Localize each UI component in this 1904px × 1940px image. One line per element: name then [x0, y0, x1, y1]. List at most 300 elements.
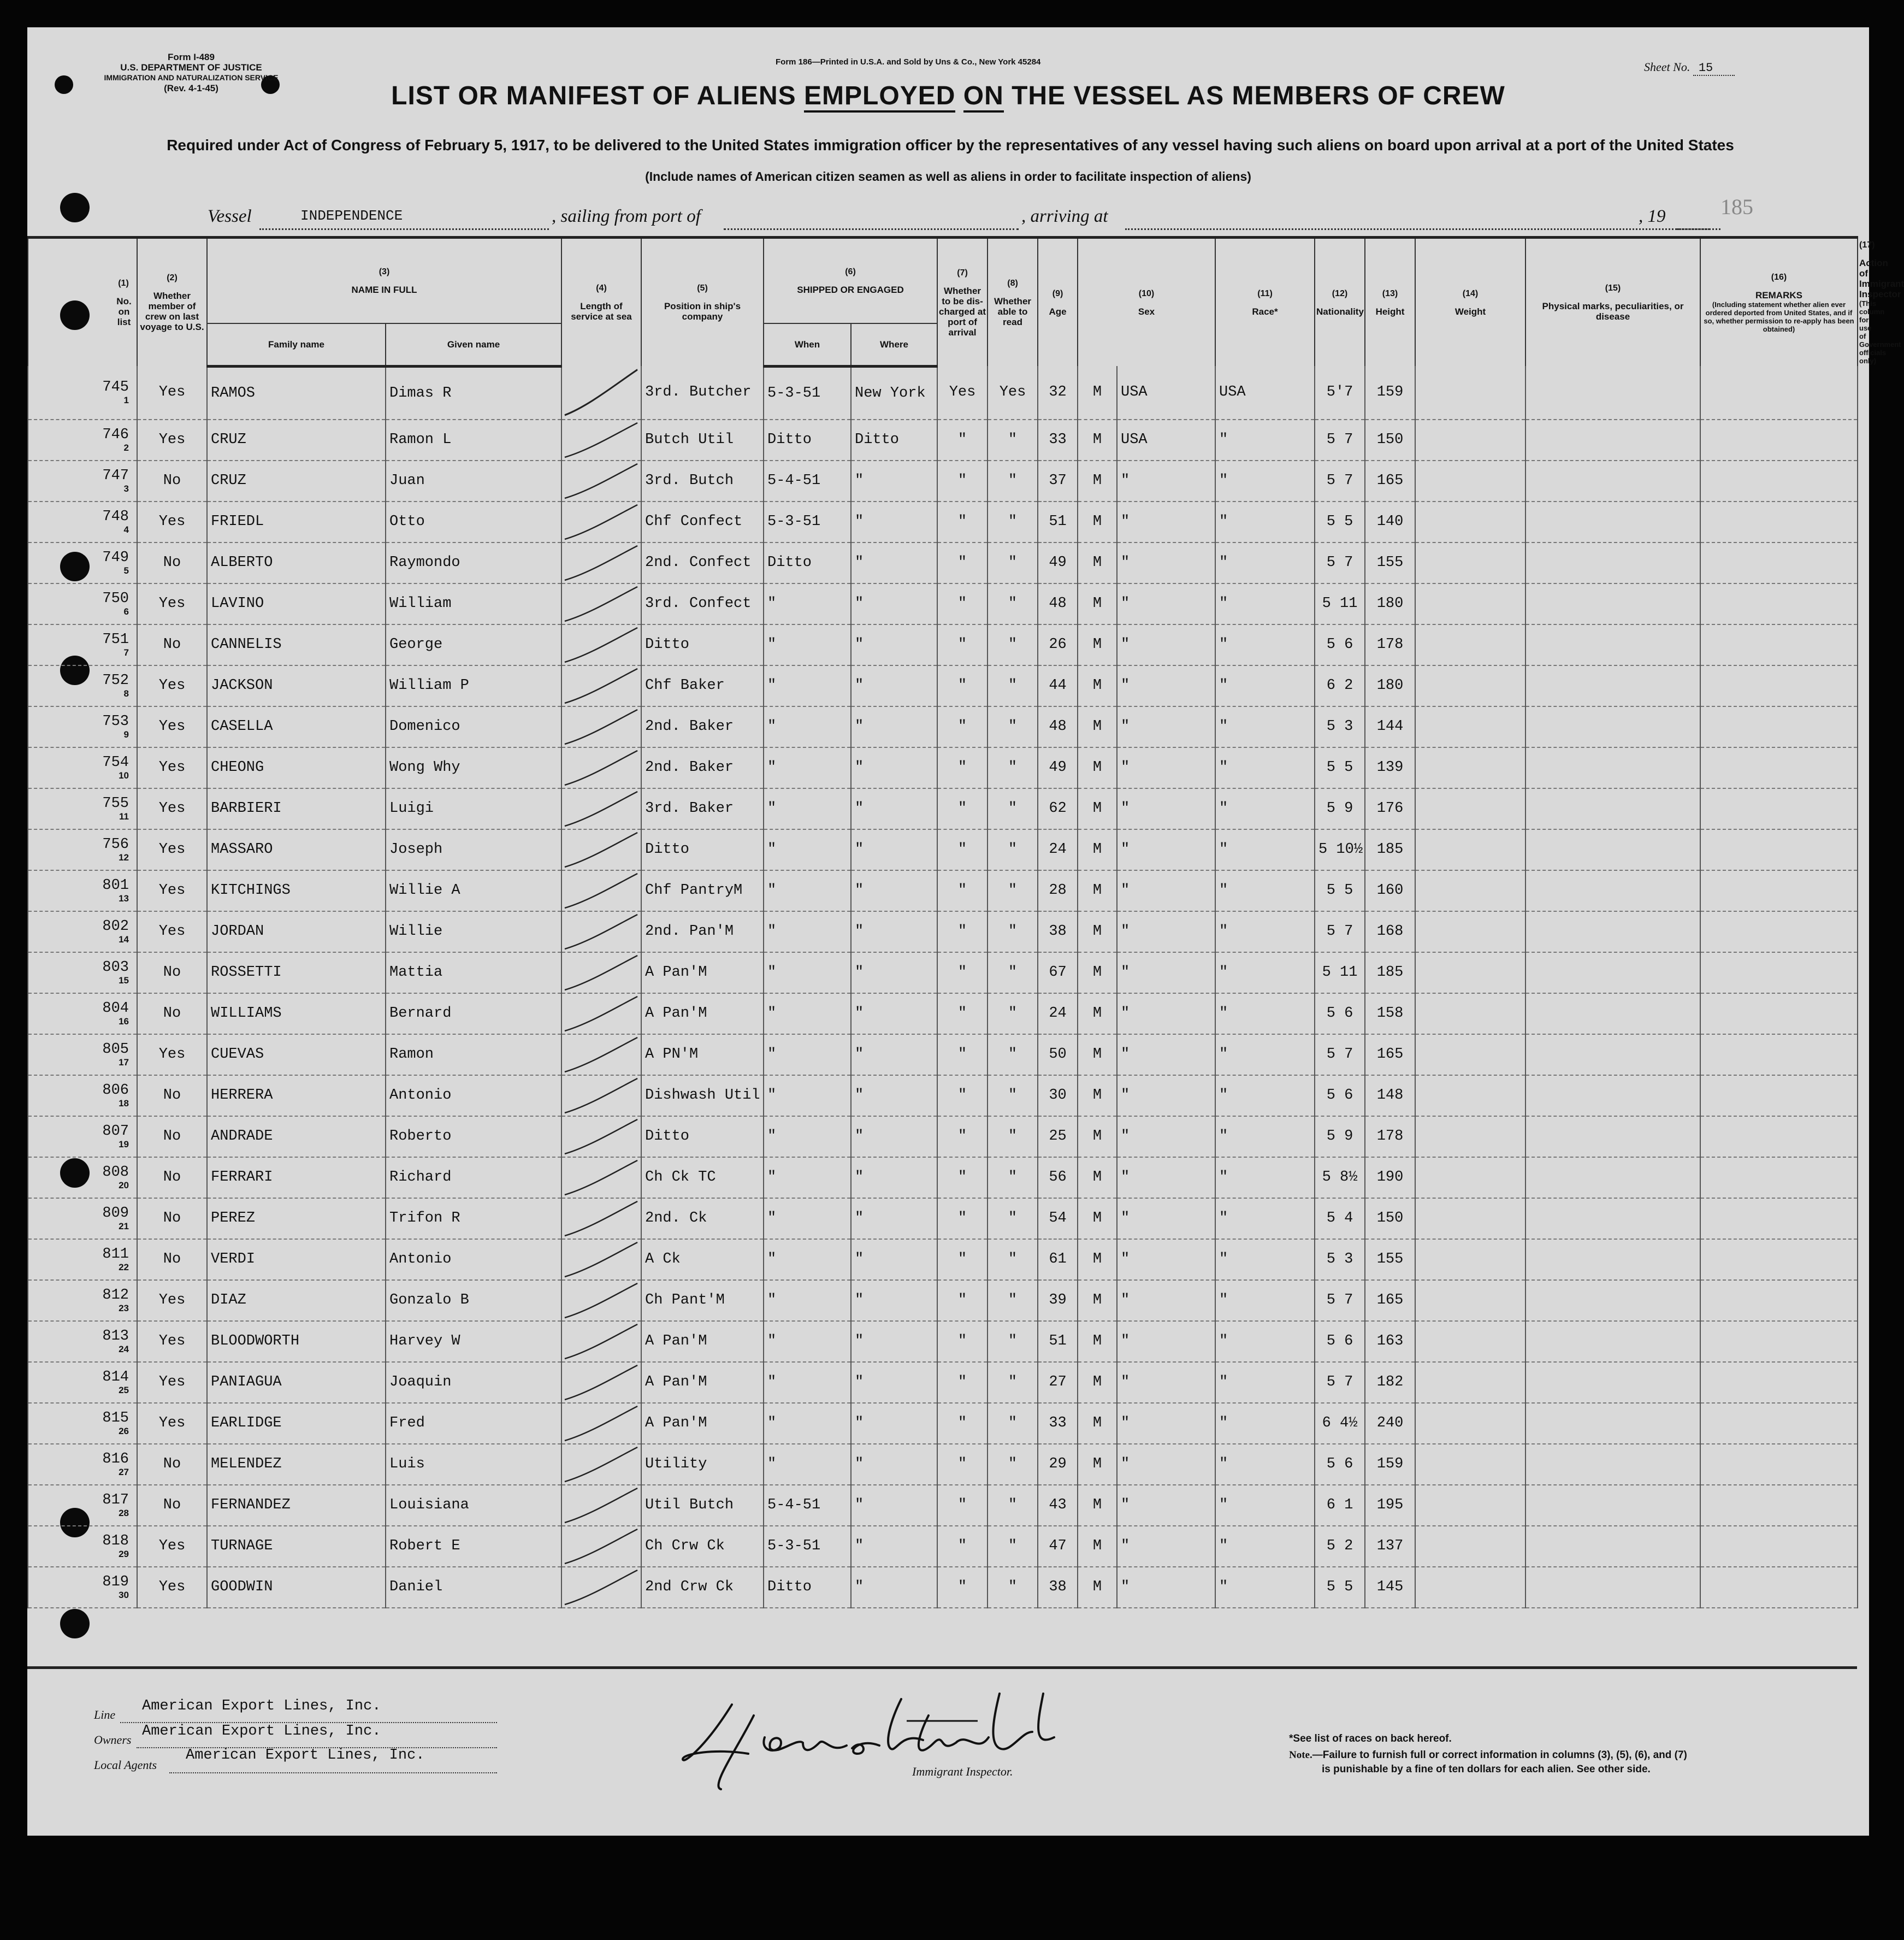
table-row	[28, 1280, 1858, 1321]
height-cell: 5 5	[1315, 1567, 1365, 1608]
ditto-slash	[562, 584, 641, 624]
when-cell: "	[764, 1198, 851, 1239]
race-cell: "	[1117, 1321, 1215, 1362]
c17-cell	[1700, 461, 1858, 502]
list-number-cell	[28, 583, 137, 624]
c15-cell	[1415, 993, 1525, 1034]
c17-cell	[1700, 1403, 1858, 1444]
family-cell: ROSSETTI	[207, 952, 386, 993]
weight-cell: 176	[1365, 788, 1415, 829]
table-row	[28, 502, 1858, 543]
sex-cell: M	[1078, 747, 1117, 788]
weight-cell: 159	[1365, 366, 1415, 420]
sex-cell: M	[1078, 1321, 1117, 1362]
c15-cell	[1415, 1034, 1525, 1075]
c15-cell	[1415, 870, 1525, 911]
sex-cell: M	[1078, 624, 1117, 665]
list-number: 747	[102, 468, 129, 484]
line-number: 2	[123, 443, 129, 453]
c16-cell	[1525, 1280, 1700, 1321]
list-number-cell	[28, 1239, 137, 1280]
sex-cell: M	[1078, 993, 1117, 1034]
col-1-header: (1) No. on list	[28, 238, 137, 367]
crew-cell: Yes	[137, 420, 207, 461]
c15-cell	[1415, 952, 1525, 993]
manifest-sheet	[27, 27, 1904, 1836]
when-cell: "	[764, 1239, 851, 1280]
read-cell: "	[988, 624, 1038, 665]
ditto-slash	[562, 1035, 641, 1075]
position-cell: 2nd. Baker	[641, 706, 764, 747]
height-cell: 5 3	[1315, 706, 1365, 747]
when-cell: "	[764, 706, 851, 747]
table-row	[28, 1198, 1858, 1239]
inspector-signature	[672, 1683, 1087, 1792]
list-number: 818	[102, 1533, 129, 1549]
height-cell: 5 4	[1315, 1198, 1365, 1239]
sex-cell: M	[1078, 1567, 1117, 1608]
nat-cell: "	[1215, 1075, 1315, 1116]
where-cell: New York	[851, 366, 937, 420]
read-cell: "	[988, 993, 1038, 1034]
c16-cell	[1525, 788, 1700, 829]
height-cell: 6 2	[1315, 665, 1365, 706]
where-cell: "	[851, 1157, 937, 1198]
disch-cell: "	[937, 1403, 988, 1444]
crew-cell: No	[137, 1444, 207, 1485]
sex-cell: M	[1078, 1526, 1117, 1567]
ditto-slash	[562, 830, 641, 870]
table-row	[28, 665, 1858, 706]
given-cell: Joseph	[386, 829, 561, 870]
list-number: 756	[102, 836, 129, 853]
c15-cell	[1415, 1444, 1525, 1485]
service-length-cell	[561, 1116, 641, 1157]
c15-cell	[1415, 502, 1525, 543]
ditto-slash	[562, 1158, 641, 1198]
position-cell: 2nd Crw Ck	[641, 1567, 764, 1608]
age-cell: 48	[1038, 583, 1078, 624]
ditto-slash	[562, 625, 641, 665]
nat-cell: "	[1215, 1485, 1315, 1526]
service-length-cell	[561, 1321, 641, 1362]
sex-cell: M	[1078, 1444, 1117, 1485]
read-cell: "	[988, 1403, 1038, 1444]
family-cell: MELENDEZ	[207, 1444, 386, 1485]
nat-cell: "	[1215, 1362, 1315, 1403]
c17-cell	[1700, 583, 1858, 624]
family-cell: CUEVAS	[207, 1034, 386, 1075]
race-cell: USA	[1117, 420, 1215, 461]
table-row	[28, 1444, 1858, 1485]
age-cell: 27	[1038, 1362, 1078, 1403]
ditto-slash	[562, 1199, 641, 1239]
ditto-slash	[562, 1567, 641, 1607]
c17-cell	[1700, 420, 1858, 461]
c17-cell	[1700, 1034, 1858, 1075]
line-number: 17	[119, 1057, 129, 1068]
family-cell: BARBIERI	[207, 788, 386, 829]
line-number: 13	[119, 893, 129, 904]
service-length-cell	[561, 461, 641, 502]
when-cell: "	[764, 829, 851, 870]
read-cell: "	[988, 1075, 1038, 1116]
crew-manifest-table: (1) No. on list (2) Whether member of crew on last voyage to U.S. (3) NAME IN FULL (4) Length of service at sea (5) Position in ship's company (6) SHIPPED OR ENGAGED (7) Whether to be dis-charged at port of arrival (8) Whether able to read (9) Age (10) Sex (11) Race* (12) Nationality (13) Height (14) Weight (15) Physical marks, peculiarities, or disease (16) REMARKS (Including statement whether alien ever ordered deported from United States, and if so, whether permission to re-apply has been obtained) (17) Action of Immigrant Inspector (This column for use of Government officials only) Family name Given name When Where 745 1 Yes RAMOS Dimas R 3rd. Butcher 5-3-51 New York Yes Yes 32 M USA USA 5'7 159 746 2 Yes CRUZ Ramon L Butch Util Ditto Ditto " " 33 M USA " 5 7 150 747 3 No CRUZ Juan 3rd. Butch 5-4-51 " " " 37 M " " 5 7 165 748 4 Yes FRIEDL Otto Chf Confect 5-3-51 " " " 51 M " " 5 5 140 749 5 No ALBERTO Raymondo 2nd. Confect Ditto " " " 49 M " " 5 7 155 750 6 Yes LAVINO William 3rd. Confect " " " " 48 M " " 5 11 180 751 7 No CANNELIS George Ditto " " " " 26 M " " 5 6 178 752 8 Yes JACKSON William P Chf Baker " " " " 44 M " " 6 2 180 753 9 Yes CASELLA Domenico 2nd. Baker " " " " 48 M " " 5 3 144 754 10 Yes CHEONG Wong Why 2nd. Baker " " " " 49 M " " 5 5 139 755 11 Yes BARBIERI Luigi 3rd. Baker " " " " 62 M " " 5 9 176 756 12 Yes MASSARO Joseph Ditto " " " " 24 M " " 5 10½ 185 801 13 Yes KITCHINGS Willie A Chf PantryM " " " " 28 M " " 5 5 160 802 14 Yes JORDAN Willie 2nd. Pan'M " " " " 38 M " " 5 7 168 803 15 No ROSSETTI Mattia A Pan'M " " " " 67 M " " 5 11 185 804 16 No WILLIAMS Bernard A Pan'M " " " " 24 M " " 5 6 158 805 17 Yes CUEVAS Ramon A PN'M " " " " 50 M " " 5 7 165 806 18 No HERRERA Antonio Dishwash Util " " " " 30 M " " 5 6 148 807 19 No ANDRADE Roberto Ditto " " " " 25 M " " 5 9 178 808 20 No FERRARI Richard Ch Ck TC " " " " 56 M " " 5 8½ 190 809 21 No PEREZ Trifon R 2nd. Ck " " " " 54 M " " 5 4 150 811 22 No VERDI Antonio A Ck " " " " 61 M " " 5 3 155 812 23 Yes DIAZ Gonzalo B Ch Pant'M " " " " 39 M " " 5 7 165 813 24 Yes BLOODWORTH Harvey W A Pan'M " " " " 51 M " " 5 6 163 814 25 Yes PANIAGUA Joaquin A Pan'M " " " " 27 M " " 5 7 182 815 26 Yes EARLIDGE Fred A Pan'M " " " " 33 M " " 6 4½ 240 816 27 No MELENDEZ Luis Utility " " " " 29 M " " 5 6 159 817 28 No FERNANDEZ Louisiana Util Butch 5-4-51 " " " 43 M " " 6 1 195 818 29 Yes TURNAGE Robert E Ch Crw Ck 5-3-51 " " " 47 M " " 5 2 137 819 30 Yes GOODWIN Daniel 2nd Crw Ck Ditto " " " 38 M " " 5 5 145	[27, 236, 1858, 1608]
disch-cell: "	[937, 747, 988, 788]
c16-cell	[1525, 1198, 1700, 1239]
weight-cell: 182	[1365, 1362, 1415, 1403]
weight-cell: 139	[1365, 747, 1415, 788]
c17-cell	[1700, 624, 1858, 665]
disch-cell: "	[937, 665, 988, 706]
given-cell: Daniel	[386, 1567, 561, 1608]
when-cell: Ditto	[764, 1567, 851, 1608]
race-cell: "	[1117, 583, 1215, 624]
height-cell: 5 6	[1315, 1321, 1365, 1362]
disch-cell: "	[937, 911, 988, 952]
line-number: 14	[119, 934, 129, 945]
where-cell: "	[851, 1075, 937, 1116]
c17-cell	[1700, 543, 1858, 583]
position-cell: Util Butch	[641, 1485, 764, 1526]
where-cell: "	[851, 993, 937, 1034]
given-cell: George	[386, 624, 561, 665]
race-cell: "	[1117, 706, 1215, 747]
where-cell: "	[851, 502, 937, 543]
c17-cell	[1700, 1485, 1858, 1526]
given-cell: Ramon L	[386, 420, 561, 461]
given-cell: Fred	[386, 1403, 561, 1444]
read-cell: "	[988, 829, 1038, 870]
when-cell: "	[764, 1280, 851, 1321]
height-cell: 5 6	[1315, 1444, 1365, 1485]
given-cell: Antonio	[386, 1075, 561, 1116]
service-length-cell	[561, 1567, 641, 1608]
weight-cell: 180	[1365, 665, 1415, 706]
nat-cell: USA	[1215, 366, 1315, 420]
c16-cell	[1525, 870, 1700, 911]
disch-cell: "	[937, 706, 988, 747]
age-cell: 51	[1038, 1321, 1078, 1362]
list-number: 753	[102, 714, 129, 730]
line-number: 22	[119, 1262, 129, 1272]
where-cell: Ditto	[851, 420, 937, 461]
list-number-cell	[28, 747, 137, 788]
when-cell: "	[764, 1362, 851, 1403]
weight-cell: 160	[1365, 870, 1415, 911]
height-cell: 5 6	[1315, 1075, 1365, 1116]
given-cell: Willie	[386, 911, 561, 952]
crew-cell: No	[137, 1239, 207, 1280]
height-cell: 5 7	[1315, 1280, 1365, 1321]
weight-cell: 185	[1365, 829, 1415, 870]
requirement-text: Required under Act of Congress of February 5, 1917, to be delivered to the United States immigration officer by the representatives of any vessel having such aliens on board upon arrival at a port of the United States	[167, 137, 1734, 154]
col-15-header: (15) Physical marks, peculiarities, or disease	[1525, 238, 1700, 367]
weight-cell: 163	[1365, 1321, 1415, 1362]
crew-cell: Yes	[137, 502, 207, 543]
age-cell: 51	[1038, 502, 1078, 543]
service-length-cell	[561, 1362, 641, 1403]
where-cell: "	[851, 1362, 937, 1403]
given-cell: Antonio	[386, 1239, 561, 1280]
sex-cell: M	[1078, 1075, 1117, 1116]
c17-cell	[1700, 1362, 1858, 1403]
vessel-line: Vessel INDEPENDENCE , sailing from port of , arriving at , 19	[208, 207, 1791, 234]
where-cell: "	[851, 1567, 937, 1608]
nat-cell: "	[1215, 1198, 1315, 1239]
c15-cell	[1415, 1321, 1525, 1362]
footer-rule	[27, 1666, 1857, 1669]
where-cell: "	[851, 1280, 937, 1321]
list-number-cell	[28, 502, 137, 543]
nat-cell: "	[1215, 911, 1315, 952]
given-cell: Bernard	[386, 993, 561, 1034]
crew-cell: Yes	[137, 1526, 207, 1567]
list-number: 750	[102, 591, 129, 607]
c16-cell	[1525, 747, 1700, 788]
service-length-cell	[561, 1239, 641, 1280]
line-number: 4	[123, 524, 129, 535]
list-number-cell	[28, 1526, 137, 1567]
age-cell: 67	[1038, 952, 1078, 993]
ditto-slash	[562, 1485, 641, 1525]
c17-cell	[1700, 993, 1858, 1034]
crew-cell: Yes	[137, 1034, 207, 1075]
c17-cell	[1700, 502, 1858, 543]
c15-cell	[1415, 788, 1525, 829]
height-cell: 5 7	[1315, 1034, 1365, 1075]
position-cell: Chf Confect	[641, 502, 764, 543]
c16-cell	[1525, 502, 1700, 543]
nat-cell: "	[1215, 1403, 1315, 1444]
family-cell: GOODWIN	[207, 1567, 386, 1608]
where-cell: "	[851, 706, 937, 747]
c17-cell	[1700, 788, 1858, 829]
table-row	[28, 706, 1858, 747]
given-cell: Roberto	[386, 1116, 561, 1157]
nat-cell: "	[1215, 502, 1315, 543]
c15-cell	[1415, 1485, 1525, 1526]
disch-cell: "	[937, 1280, 988, 1321]
col-2-header: (2) Whether member of crew on last voyage to U.S.	[137, 238, 207, 367]
ditto-slash	[562, 366, 641, 419]
c16-cell	[1525, 1239, 1700, 1280]
table-row	[28, 1362, 1858, 1403]
read-cell: "	[988, 1034, 1038, 1075]
when-cell: "	[764, 665, 851, 706]
when-cell: 5-3-51	[764, 502, 851, 543]
c17-cell	[1700, 366, 1858, 420]
list-number-cell	[28, 420, 137, 461]
list-number-cell	[28, 829, 137, 870]
c15-cell	[1415, 1403, 1525, 1444]
table-row	[28, 1116, 1858, 1157]
table-row	[28, 747, 1858, 788]
ditto-slash	[562, 1526, 641, 1566]
ditto-slash	[562, 502, 641, 542]
age-cell: 48	[1038, 706, 1078, 747]
given-cell: William P	[386, 665, 561, 706]
read-cell: "	[988, 911, 1038, 952]
c15-cell	[1415, 461, 1525, 502]
nat-cell: "	[1215, 1116, 1315, 1157]
height-cell: 5 2	[1315, 1526, 1365, 1567]
form-identifier: Form I-489 U.S. DEPARTMENT OF JUSTICE IMMIGRATION AND NATURALIZATION SERVICE (Rev. 4-1-45)	[104, 52, 279, 93]
sex-cell: M	[1078, 870, 1117, 911]
disch-cell: "	[937, 1198, 988, 1239]
given-cell: Wong Why	[386, 747, 561, 788]
list-number: 817	[102, 1492, 129, 1508]
line-number: 30	[119, 1590, 129, 1600]
list-number-cell	[28, 870, 137, 911]
age-cell: 49	[1038, 747, 1078, 788]
when-cell: Ditto	[764, 543, 851, 583]
list-number-cell	[28, 543, 137, 583]
family-cell: FRIEDL	[207, 502, 386, 543]
c16-cell	[1525, 665, 1700, 706]
disch-cell: "	[937, 1526, 988, 1567]
table-row	[28, 1321, 1858, 1362]
table-row	[28, 543, 1858, 583]
ditto-slash	[562, 953, 641, 993]
list-number: 819	[102, 1574, 129, 1590]
where-cell: "	[851, 461, 937, 502]
position-cell: A Pan'M	[641, 1362, 764, 1403]
position-cell: A Ck	[641, 1239, 764, 1280]
table-row	[28, 870, 1858, 911]
service-length-cell	[561, 1157, 641, 1198]
crew-cell: No	[137, 1157, 207, 1198]
race-cell: "	[1117, 829, 1215, 870]
sex-cell: M	[1078, 665, 1117, 706]
height-cell: 5 11	[1315, 583, 1365, 624]
nat-cell: "	[1215, 624, 1315, 665]
read-cell: "	[988, 502, 1038, 543]
height-cell: 5 6	[1315, 993, 1365, 1034]
read-cell: "	[988, 952, 1038, 993]
weight-cell: 155	[1365, 543, 1415, 583]
position-cell: 3rd. Butcher	[641, 366, 764, 420]
ditto-slash	[562, 1240, 641, 1279]
service-length-cell	[561, 952, 641, 993]
c16-cell	[1525, 1403, 1700, 1444]
weight-cell: 148	[1365, 1075, 1415, 1116]
c16-cell	[1525, 1567, 1700, 1608]
read-cell: "	[988, 1280, 1038, 1321]
weight-cell: 185	[1365, 952, 1415, 993]
race-cell: "	[1117, 624, 1215, 665]
nat-cell: "	[1215, 665, 1315, 706]
service-length-cell	[561, 1280, 641, 1321]
read-cell: "	[988, 870, 1038, 911]
given-cell: Louisiana	[386, 1485, 561, 1526]
disch-cell: "	[937, 1567, 988, 1608]
position-cell: Dishwash Util	[641, 1075, 764, 1116]
race-cell: "	[1117, 870, 1215, 911]
nat-cell: "	[1215, 583, 1315, 624]
when-cell: 5-3-51	[764, 1526, 851, 1567]
service-length-cell	[561, 993, 641, 1034]
sex-cell: M	[1078, 1403, 1117, 1444]
race-cell: "	[1117, 1362, 1215, 1403]
family-cell: CRUZ	[207, 420, 386, 461]
family-cell: CASELLA	[207, 706, 386, 747]
when-cell: "	[764, 583, 851, 624]
crew-cell: Yes	[137, 1403, 207, 1444]
crew-cell: Yes	[137, 747, 207, 788]
nat-cell: "	[1215, 1280, 1315, 1321]
list-number-cell	[28, 1157, 137, 1198]
c17-cell	[1700, 952, 1858, 993]
race-cell: "	[1117, 665, 1215, 706]
ditto-slash	[562, 994, 641, 1034]
race-cell: "	[1117, 952, 1215, 993]
where-cell: "	[851, 1526, 937, 1567]
disch-cell: "	[937, 1321, 988, 1362]
c16-cell	[1525, 952, 1700, 993]
service-length-cell	[561, 583, 641, 624]
read-cell: "	[988, 543, 1038, 583]
height-cell: 5 8½	[1315, 1157, 1365, 1198]
service-length-cell	[561, 1485, 641, 1526]
c16-cell	[1525, 1526, 1700, 1567]
c15-cell	[1415, 1567, 1525, 1608]
age-cell: 56	[1038, 1157, 1078, 1198]
c15-cell	[1415, 543, 1525, 583]
c15-cell	[1415, 624, 1525, 665]
given-cell: Richard	[386, 1157, 561, 1198]
age-cell: 26	[1038, 624, 1078, 665]
position-cell: Ditto	[641, 829, 764, 870]
family-cell: RAMOS	[207, 366, 386, 420]
height-cell: 5 7	[1315, 911, 1365, 952]
list-number: 808	[102, 1164, 129, 1181]
age-cell: 49	[1038, 543, 1078, 583]
disch-cell: "	[937, 624, 988, 665]
weight-cell: 178	[1365, 1116, 1415, 1157]
c17-cell	[1700, 1567, 1858, 1608]
position-cell: A Pan'M	[641, 1321, 764, 1362]
stamp-number: 185	[1720, 194, 1753, 219]
sex-cell: M	[1078, 1239, 1117, 1280]
given-cell: Luis	[386, 1444, 561, 1485]
col-3-header: (3) NAME IN FULL	[207, 238, 561, 324]
line-number: 27	[119, 1467, 129, 1477]
nat-cell: "	[1215, 952, 1315, 993]
read-cell: "	[988, 1157, 1038, 1198]
sex-cell: M	[1078, 952, 1117, 993]
crew-cell: Yes	[137, 870, 207, 911]
c17-cell	[1700, 1116, 1858, 1157]
weight-cell: 165	[1365, 1280, 1415, 1321]
read-cell: "	[988, 1567, 1038, 1608]
list-number: 754	[102, 754, 129, 771]
sex-cell: M	[1078, 829, 1117, 870]
col-11-header: (11) Race*	[1215, 238, 1315, 367]
when-cell: "	[764, 870, 851, 911]
where-cell: "	[851, 788, 937, 829]
nat-cell: "	[1215, 543, 1315, 583]
list-number: 815	[102, 1410, 129, 1426]
height-cell: 5 7	[1315, 420, 1365, 461]
sex-cell: M	[1078, 706, 1117, 747]
crew-cell: Yes	[137, 583, 207, 624]
when-cell: "	[764, 1075, 851, 1116]
disch-cell: "	[937, 543, 988, 583]
when-cell: 5-3-51	[764, 366, 851, 420]
weight-cell: 165	[1365, 461, 1415, 502]
c16-cell	[1525, 1362, 1700, 1403]
